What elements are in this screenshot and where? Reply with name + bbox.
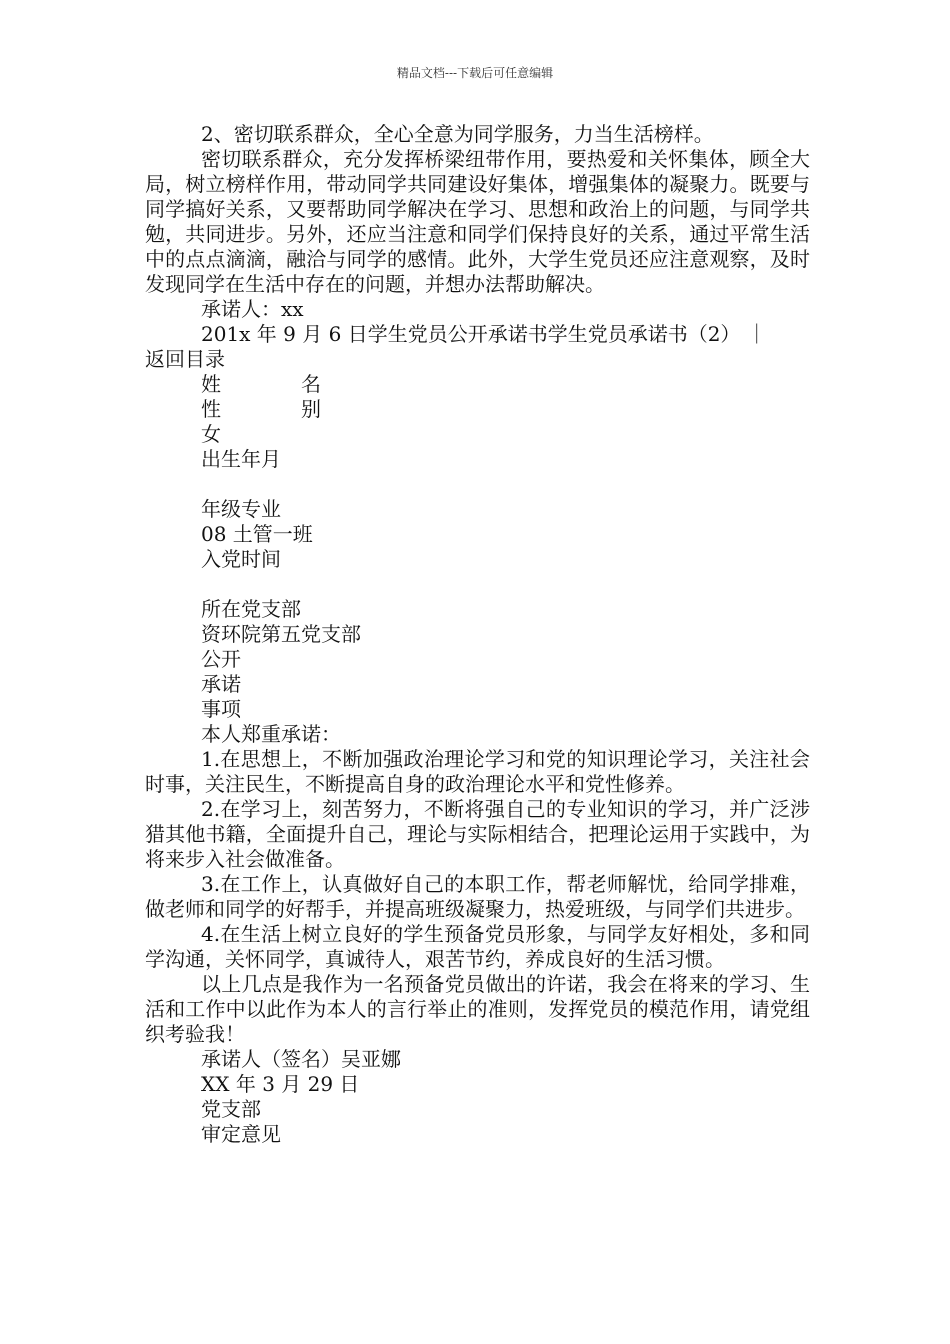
review-opinion-label: 审定意见	[201, 1122, 281, 1146]
gender-label: 性 别	[201, 397, 321, 421]
second-document-title: 201x 年 9 月 6 日学生党员公开承诺书学生党员承诺书（2） ｜	[201, 322, 767, 346]
party-branch-label: 党支部	[201, 1097, 261, 1121]
page-header: 精品文档---下载后可任意编辑	[396, 66, 554, 80]
promise-point-3: 3.在工作上，认真做好自己的本职工作，帮老师解忧，给同学排难，做老师和同学的好帮手，并提高班级凝聚力，热爱班级，与同学们共进步。	[145, 872, 810, 921]
section-2-title: 2、密切联系群众，全心全意为同学服务，力当生活榜样。	[201, 122, 714, 146]
document-body	[145, 122, 810, 1147]
promise-point-1: 1.在思想上，不断加强政治理论学习和党的知识理论学习，关注社会时事，关注民生，不断提高自身的政治理论水平和党性修养。	[145, 747, 810, 796]
grade-label: 年级专业	[201, 497, 281, 521]
name-label: 姓 名	[201, 372, 321, 396]
promise-label: 承诺	[201, 672, 241, 696]
public-label: 公开	[201, 647, 241, 671]
join-date-blank	[145, 572, 810, 597]
items-label: 事项	[201, 697, 241, 721]
grade-value: 08 土管一班	[201, 522, 313, 546]
back-to-contents-link[interactable]: 返回目录	[145, 347, 225, 371]
promiser-line: 承诺人：xx	[201, 297, 304, 321]
signature-line: 承诺人（签名）吴亚娜	[201, 1047, 401, 1071]
birth-label: 出生年月	[201, 447, 281, 471]
promise-intro: 本人郑重承诺：	[201, 722, 341, 746]
join-date-label: 入党时间	[201, 547, 281, 571]
promise-point-4: 4.在生活上树立良好的学生预备党员形象，与同学友好相处，多和同学沟通，关怀同学，真诚待人，艰苦节约，养成良好的生活习惯。	[145, 922, 810, 971]
section-2-body: 密切联系群众，充分发挥桥梁纽带作用，要热爱和关怀集体，顾全大局，树立榜样作用，带动同学共同建设好集体，增强集体的凝聚力。既要与同学搞好关系，又要帮助同学解决在学习、思想和政治上的问题，与同学共勉，共同进步。另外，还应当注意和同学们保持良好的关系，通过平常生活中的点点滴滴，融洽与同学的感情。此外，大学生党员还应注意观察，及时发现同学在生活中存在的问题，并想办法帮助解决。	[145, 147, 810, 296]
branch-value: 资环院第五党支部	[201, 622, 361, 646]
promise-point-2: 2.在学习上，刻苦努力，不断将强自己的专业知识的学习，并广泛涉猎其他书籍，全面提升自己，理论与实际相结合，把理论运用于实践中，为将来步入社会做准备。	[145, 797, 810, 871]
birth-value-blank	[145, 472, 810, 497]
closing-paragraph: 以上几点是我作为一名预备党员做出的许诺，我会在将来的学习、生活和工作中以此作为本人的言行举止的准则，发挥党员的模范作用，请党组织考验我！	[145, 972, 810, 1046]
gender-value: 女	[201, 422, 221, 446]
signature-date: XX 年 3 月 29 日	[201, 1072, 360, 1096]
branch-label: 所在党支部	[201, 597, 301, 621]
